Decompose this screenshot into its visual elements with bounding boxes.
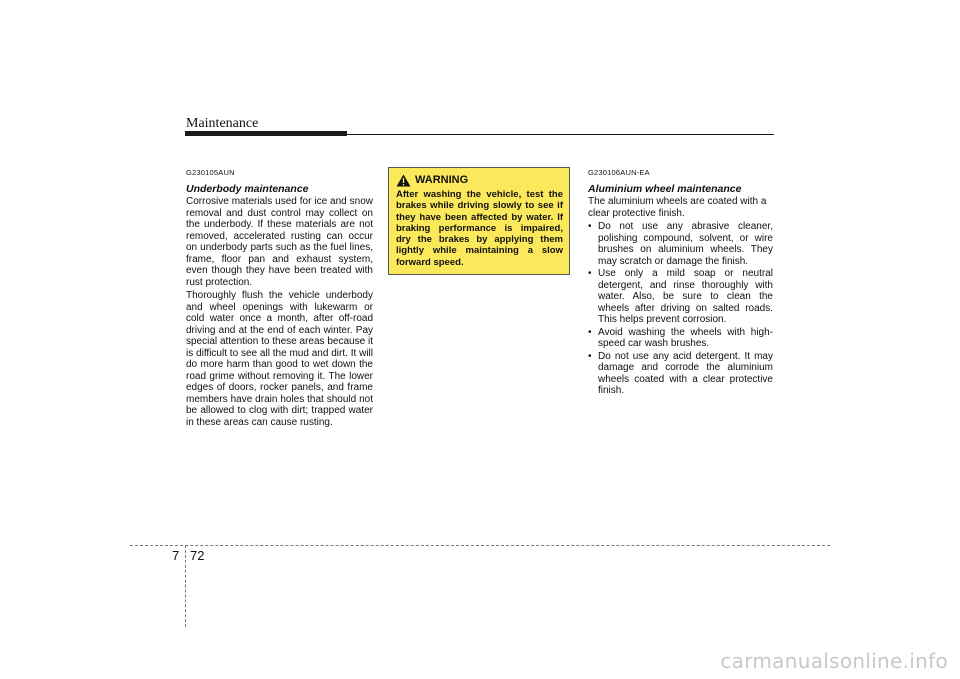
list-item: • Do not use any abrasive cleaner, polishing compound, solvent, or wire brushes on aluminium wheels. They may scratch or damage the finish. [588,221,773,267]
section-title: Aluminium wheel maintenance [588,182,742,195]
footer-rule [130,545,830,546]
chapter-number: 7 [172,548,180,563]
list-item: • Use only a mild soap or neutral detergent, and rinse thoroughly with water. Also, be sure to clean the wheels after driving on salted roads. This helps prevent corrosion. [588,268,773,326]
list-item: • Do not use any acid detergent. It may damage and corrode the aluminium wheels coated with a clear protective finish. [588,351,773,397]
watermark: carmanualsonline.info [720,649,948,673]
bullet-list [588,221,773,397]
section-code: G230105AUN [186,168,235,177]
page-number: 72 [190,548,205,563]
warning-text: After washing the vehicle, test the brakes while driving slowly to see if they have been affected by water. If braking performance is impaired, dry the brakes by applying them lightly while maintaining a slow forward speed. [396,189,563,268]
warning-header [396,174,563,187]
section-code: G230106AUN-EA [588,168,650,177]
right-column [588,167,773,398]
paragraph: Corrosive materials used for ice and snow removal and dust control may collect on the underbody. If these materials are not removed, accelerated rusting can occur on underbody parts such as the fuel lines, frame, floor pan and exhaust system, even though they have been treated with rust protection. [186,196,373,288]
page-header-title: Maintenance [186,116,259,131]
left-column [186,167,373,430]
section-title: Underbody maintenance [186,182,309,195]
paragraph: Thoroughly flush the vehicle underbody and wheel openings with lukewarm or cold water once a month, after off-road driving and at the end of each winter. Pay special attention to these areas because it is difficult to see all the mud and dirt. It will do more harm than good to wet down the road grime without removing it. The lower edges of doors, rocker panels, and frame members have drain holes that should not be allowed to clog with dirt; trapped water in these areas can cause rusting. [186,290,373,428]
header-rule-thick [185,131,347,136]
header-rule-thin [347,134,774,135]
warning-title: WARNING [415,173,469,186]
intro-paragraph: The aluminium wheels are coated with a clear protective finish. [588,196,767,219]
warning-box [388,167,570,275]
warning-triangle-icon [396,174,411,187]
list-item: • Avoid washing the wheels with high-speed car wash brushes. [588,327,773,350]
footer-divider [185,545,186,627]
